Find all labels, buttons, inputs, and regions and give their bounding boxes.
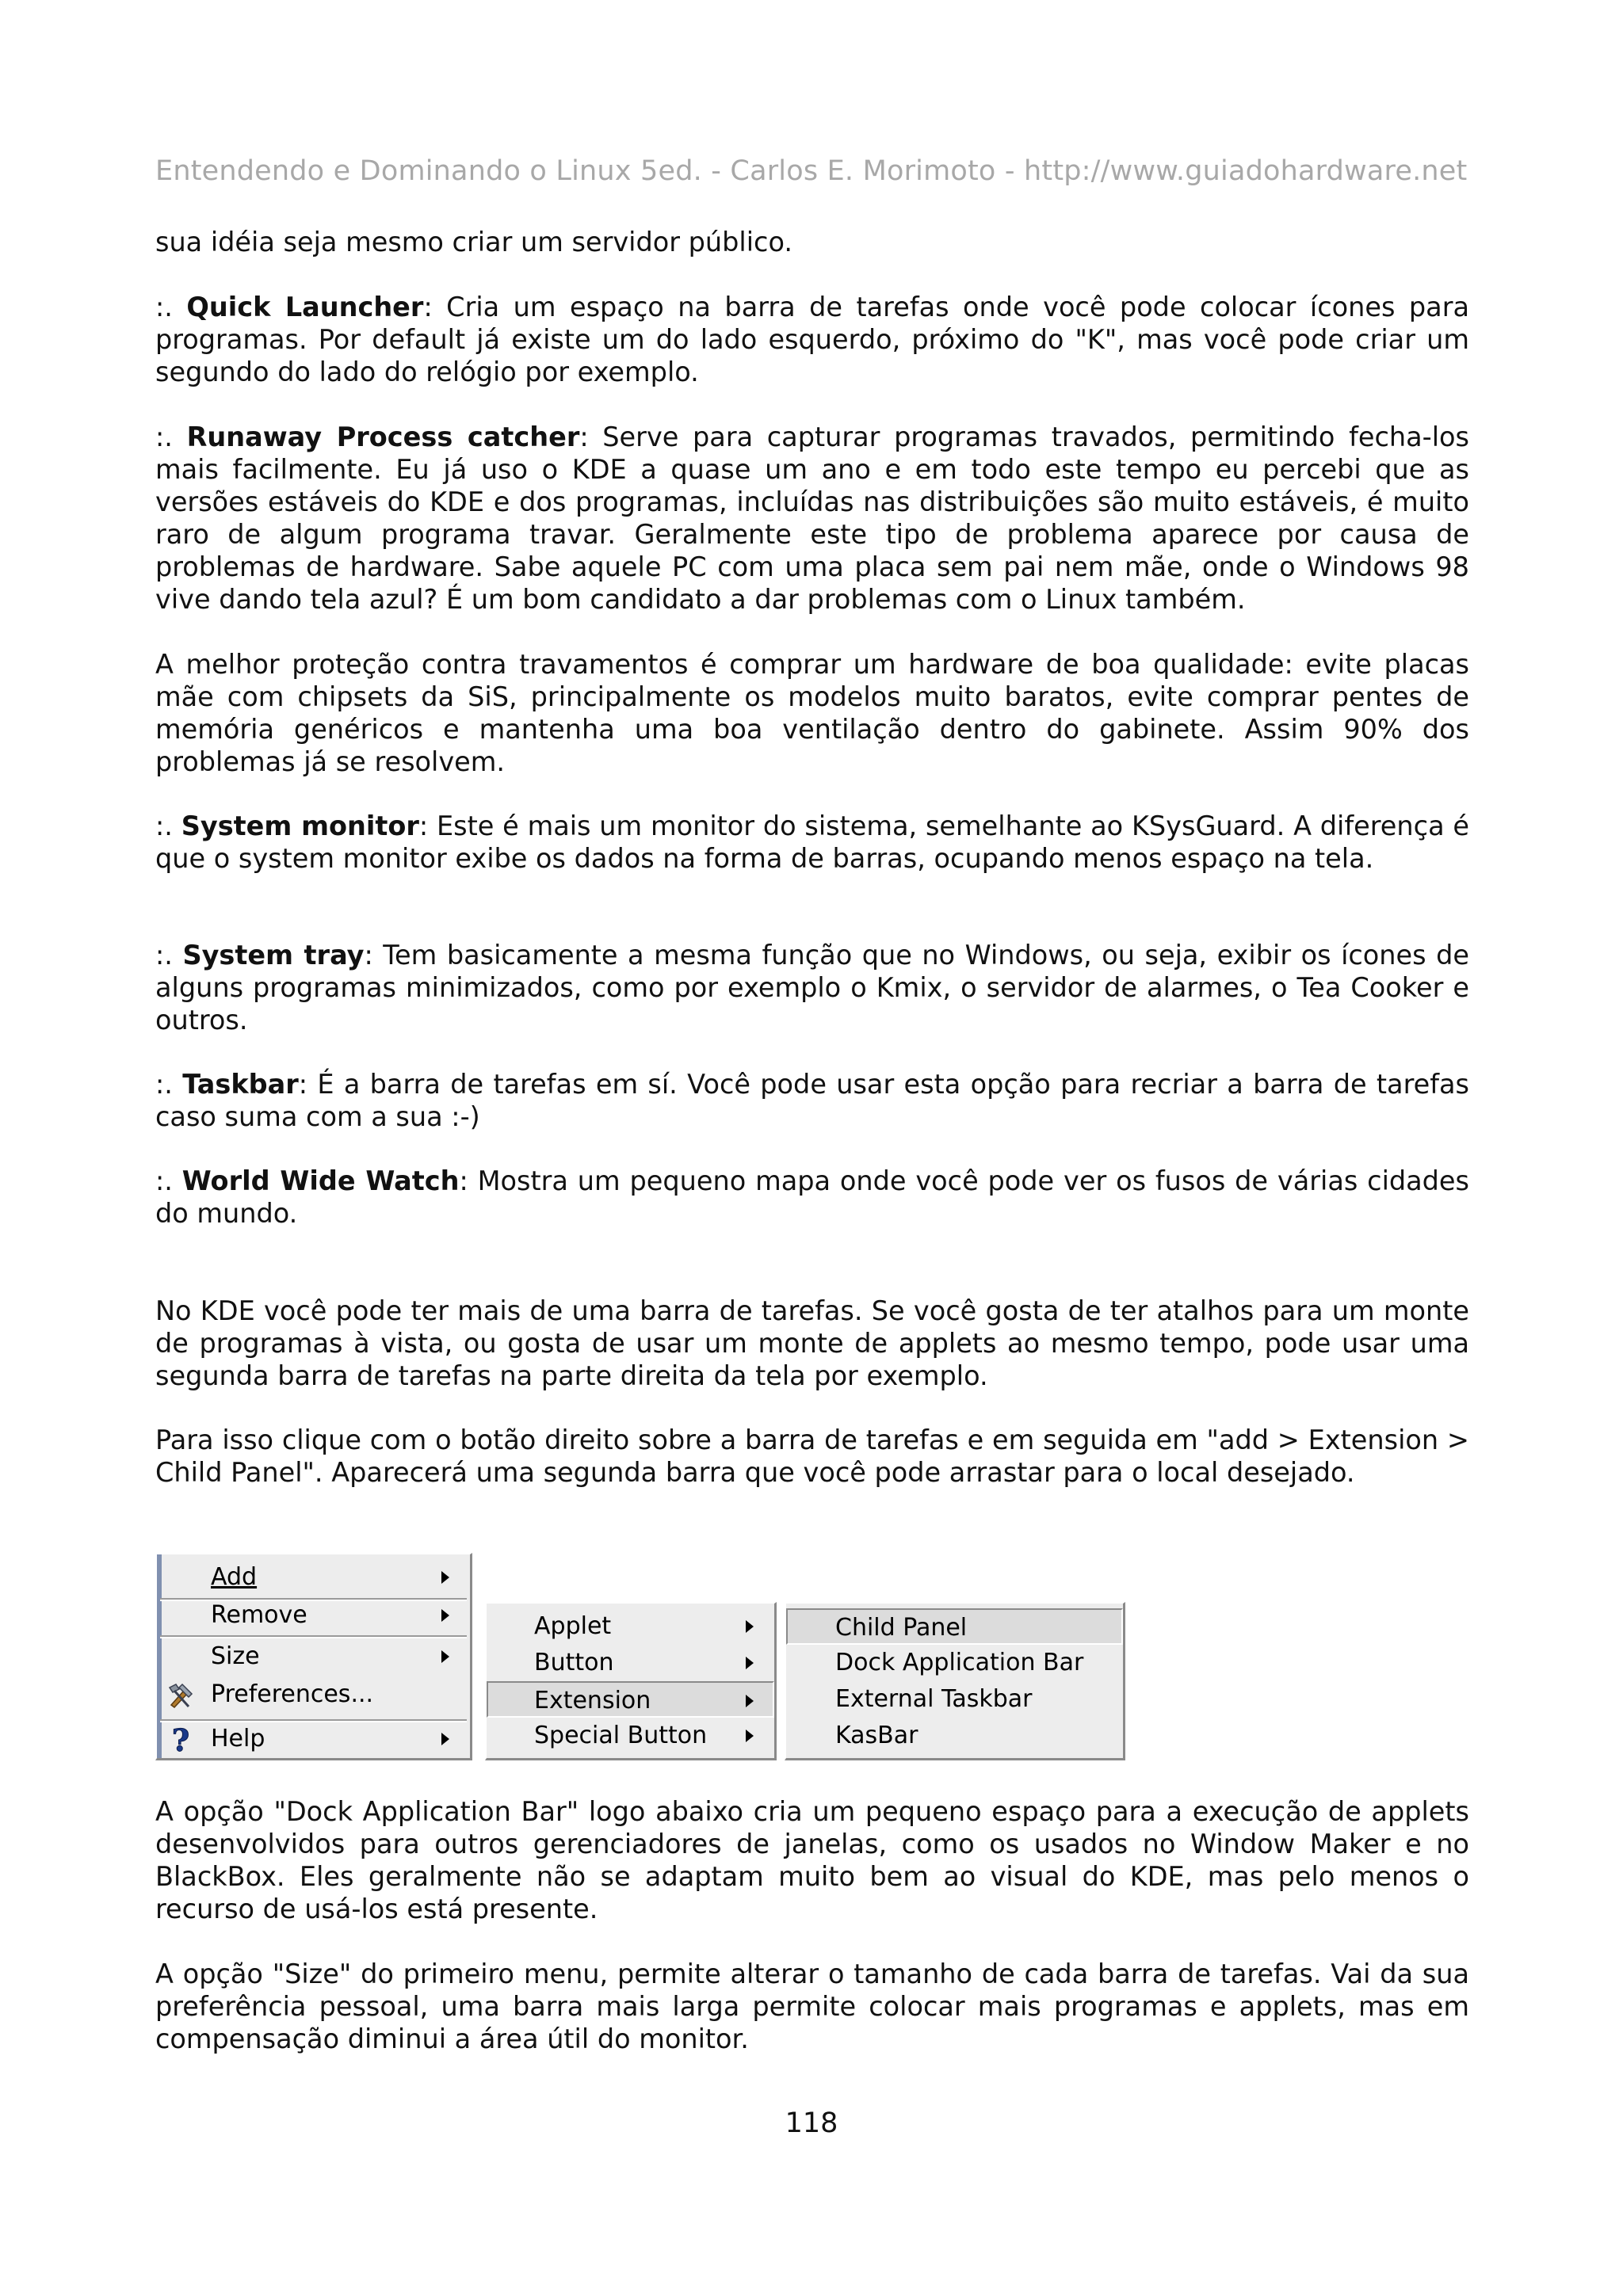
submenu-arrow-icon xyxy=(441,1571,449,1584)
menu-item-label: Applet xyxy=(534,1612,612,1640)
paragraph-runaway-process xyxy=(155,421,1469,616)
menu-item-label: Special Button xyxy=(534,1722,708,1749)
menu-item-external-taskbar[interactable] xyxy=(786,1681,1123,1718)
definition: : Tem basicamente a mesma função que no Windows, ou seja, exibir os ícones de alguns programas minimizados, como por exemplo o Kmix, o servidor de alarmes, o Tea Cooker e outros. xyxy=(155,940,1469,1035)
running-header: Entendendo e Dominando o Linux 5ed. - Carlos E. Morimoto - http://www.guiadohardware.net xyxy=(155,155,1468,187)
submenu-arrow-icon xyxy=(441,1733,449,1745)
menu-item-special-button[interactable] xyxy=(487,1718,774,1754)
submenu-arrow-icon xyxy=(746,1695,754,1707)
paragraph: sua idéia seja mesmo criar um servidor público. xyxy=(155,227,793,257)
menu-item-label: Size xyxy=(211,1642,260,1670)
menu-item-remove[interactable] xyxy=(157,1597,470,1634)
menu-item-preferences[interactable] xyxy=(157,1676,470,1713)
bullet-prefix: :. xyxy=(155,292,187,322)
bullet-prefix: :. xyxy=(155,810,181,841)
paragraph-quick-launcher xyxy=(155,291,1469,388)
menu-item-label: Button xyxy=(534,1649,614,1676)
bullet-prefix: :. xyxy=(155,421,187,452)
menu-item-kasbar[interactable] xyxy=(786,1718,1123,1754)
submenu-arrow-icon xyxy=(441,1609,449,1622)
menu-item-label: Child Panel xyxy=(835,1614,968,1642)
paragraph: A melhor proteção contra travamentos é comprar um hardware de boa qualidade: evite placas mãe com chipsets da SiS, principalmente os modelos muito baratos, evite comprar pentes de memória genéricos e mantenha uma boa ventilação dentro do gabinete. Assim 90% dos problemas já se resolvem. xyxy=(155,649,1469,777)
definition: : É a barra de tarefas em sí. Você pode usar esta opção para recriar a barra de tarefas caso suma com a sua :-) xyxy=(155,1069,1469,1132)
menu-item-label: External Taskbar xyxy=(835,1685,1033,1713)
menu-item-applet[interactable] xyxy=(487,1608,774,1645)
menu-item-label: KasBar xyxy=(835,1722,918,1749)
definition: : Serve para capturar programas travados, permitindo fecha-los mais facilmente. Eu já uso o KDE a quase um ano e em todo este tempo eu percebi que as versões estáveis do KDE e dos programas, incluídas nas distribuições são muito estáveis, é muito raro de algum programa travar. Geralmente este tipo de problema aparece por causa de problemas de hardware. Sabe aquele PC com uma placa sem pai nem mãe, onde o Windows 98 vive dando tela azul? É um bom candidato a dar problemas com o Linux também. xyxy=(155,421,1470,615)
menu-item-child-panel[interactable] xyxy=(786,1608,1123,1645)
paragraph-system-monitor xyxy=(155,810,1469,875)
submenu-arrow-icon xyxy=(746,1620,754,1633)
menu-item-label: Add xyxy=(211,1563,258,1591)
paragraph: A opção "Size" do primeiro menu, permite alterar o tamanho de cada barra de tarefas. Vai da sua preferência pessoal, uma barra mais larga permite colocar mais programas e applets, mas em compensação diminui a área útil do monitor. xyxy=(155,1958,1469,2054)
menu-item-button[interactable] xyxy=(487,1645,774,1681)
add-submenu xyxy=(485,1602,777,1760)
menu-item-extension[interactable] xyxy=(487,1681,774,1718)
paragraph-taskbar xyxy=(155,1068,1469,1133)
submenu-arrow-icon xyxy=(441,1650,449,1663)
term: System tray xyxy=(182,940,365,971)
page-number: 118 xyxy=(785,2107,838,2139)
definition: : Este é mais um monitor do sistema, semelhante ao KSysGuard. A diferença é que o system monitor exibe os dados na forma de barras, ocupando menos espaço na tela. xyxy=(155,810,1470,874)
menu-item-label: Dock Application Bar xyxy=(835,1649,1084,1676)
bullet-prefix: :. xyxy=(155,1165,182,1196)
term: World Wide Watch xyxy=(181,1165,460,1196)
panel-context-menu xyxy=(155,1553,472,1760)
term: Taskbar xyxy=(182,1069,299,1100)
menu-item-label: Extension xyxy=(534,1687,651,1714)
submenu-arrow-icon xyxy=(746,1657,754,1669)
paragraph-world-wide-watch xyxy=(155,1165,1469,1230)
bullet-prefix: :. xyxy=(155,940,183,971)
svg-text:?: ? xyxy=(171,1724,190,1756)
menu-item-size[interactable] xyxy=(157,1638,470,1675)
menu-item-help[interactable] xyxy=(157,1721,470,1757)
menu-item-label: Preferences... xyxy=(211,1680,374,1708)
submenu-arrow-icon xyxy=(746,1730,754,1742)
term: System monitor xyxy=(181,810,419,841)
paragraph: A opção "Dock Application Bar" logo abaixo cria um pequeno espaço para a execução de applets desenvolvidos para outros gerenciadores de janelas, como os usados no Window Maker e no BlackBox. Eles geralmente não se adaptam muito bem ao visual do KDE, mas pelo menos o recurso de usá-los está presente. xyxy=(155,1796,1469,1924)
term: Runaway Process catcher xyxy=(186,421,580,452)
extension-submenu xyxy=(785,1602,1125,1760)
definition: : Mostra um pequeno mapa onde você pode ver os fusos de várias cidades do mundo. xyxy=(155,1165,1469,1229)
help-question-icon xyxy=(165,1724,197,1756)
menu-item-add[interactable] xyxy=(157,1559,470,1596)
preferences-tools-icon xyxy=(165,1680,197,1711)
paragraph: No KDE você pode ter mais de uma barra de tarefas. Se você gosta de ter atalhos para um monte de programas à vista, ou gosta de usar um monte de applets ao mesmo tempo, pode usar uma segunda barra de tarefas na parte direita da tela por exemplo. xyxy=(155,1295,1469,1391)
definition: : Cria um espaço na barra de tarefas onde você pode colocar ícones para programas. Por default já existe um do lado esquerdo, próximo do "K", mas você pode criar um segundo do lado do relógio por exemplo. xyxy=(155,292,1469,387)
term: Quick Launcher xyxy=(186,292,424,322)
bullet-prefix: :. xyxy=(155,1069,183,1100)
paragraph: Para isso clique com o botão direito sobre a barra de tarefas e em seguida em "add > Extension > Child Panel". Aparecerá uma segunda barra que você pode arrastar para o local desejado. xyxy=(155,1425,1469,1488)
menu-item-label: Help xyxy=(211,1725,265,1753)
menu-item-dock-application-bar[interactable] xyxy=(786,1645,1123,1681)
paragraph-system-tray xyxy=(155,939,1469,1036)
menu-item-label: Remove xyxy=(211,1601,307,1629)
